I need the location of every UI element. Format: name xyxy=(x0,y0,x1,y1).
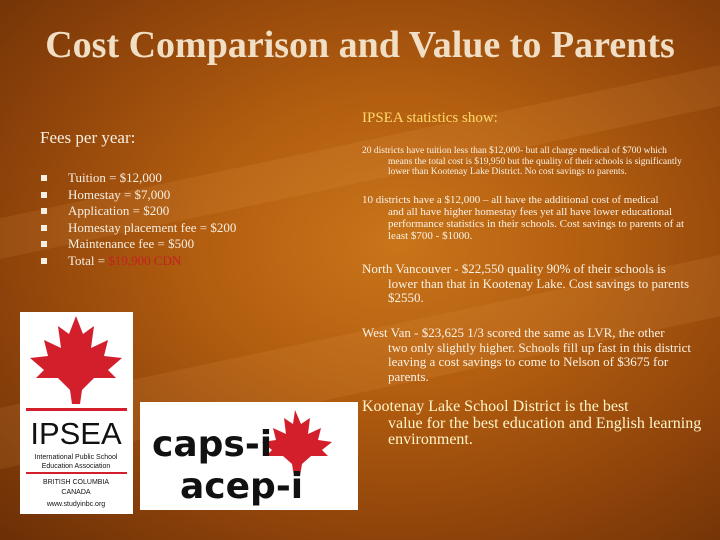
caps-bottom-text: acep-i xyxy=(180,466,304,507)
caps-i-logo xyxy=(140,402,358,510)
fee-total xyxy=(40,253,236,270)
fee-item: Maintenance fee = $500 xyxy=(40,236,236,253)
bullet-icon xyxy=(41,241,47,247)
fee-total-label: Total = xyxy=(68,252,109,268)
fee-item: Homestay placement fee = $200 xyxy=(40,220,236,237)
caps-top-text: caps-i xyxy=(152,424,273,465)
ipsea-url: www.studyinbc.org xyxy=(46,501,106,508)
ipsea-region-1: BRITISH COLUMBIA xyxy=(42,479,110,486)
stat-paragraph-1: 20 districts have tuition less than $12,000- but all charge medical of $700 which means the total cost is $19,950 but the quality of their schools is significantly lower than Kootenay Lake District. No cost savings to parents. xyxy=(362,146,682,177)
ipsea-full-1: International Public School xyxy=(34,454,118,461)
ipsea-logo xyxy=(20,312,133,514)
fee-total-value: $19,900 CDN xyxy=(108,252,182,268)
fees-heading: Fees per year: xyxy=(40,128,136,147)
fees-list xyxy=(40,170,236,269)
ipsea-full-2: Education Association xyxy=(41,463,111,470)
slide-subtitle: IPSEA statistics show: xyxy=(362,110,498,126)
bullet-icon xyxy=(41,208,47,214)
fee-item: Tuition = $12,000 xyxy=(40,170,236,187)
stat-paragraph-3: North Vancouver - $22,550 quality 90% of their schools is lower than that in Kootenay Lake. Cost savings to parents $2550. xyxy=(362,261,690,305)
fee-item: Application = $200 xyxy=(40,203,236,220)
bullet-icon xyxy=(41,225,47,231)
stat-paragraph-2: 10 districts have a $12,000 – all have the additional cost of medical and all have higher homestay fees yet all have lower educational performance statistics in their schools. Cost savings to parents of at least $700 - $1000. xyxy=(362,194,685,242)
slide-title: Cost Comparison and Value to Parents xyxy=(45,24,675,66)
conclusion-paragraph: Kootenay Lake School District is the best value for the best education and English learning environment. xyxy=(362,398,702,448)
bullet-icon xyxy=(41,192,47,198)
stat-paragraph-4: West Van - $23,625 1/3 scored the same as LVR, the other two only slightly higher. Schools fill up fast in this district leaving a cost savings to come to Nelson of $3675 for parents. xyxy=(362,325,691,384)
fee-item: Homestay = $7,000 xyxy=(40,187,236,204)
ipsea-region-2: CANADA xyxy=(61,489,91,496)
bullet-icon xyxy=(41,175,47,181)
bullet-icon xyxy=(41,258,47,264)
ipsea-name: IPSEA xyxy=(30,416,122,451)
